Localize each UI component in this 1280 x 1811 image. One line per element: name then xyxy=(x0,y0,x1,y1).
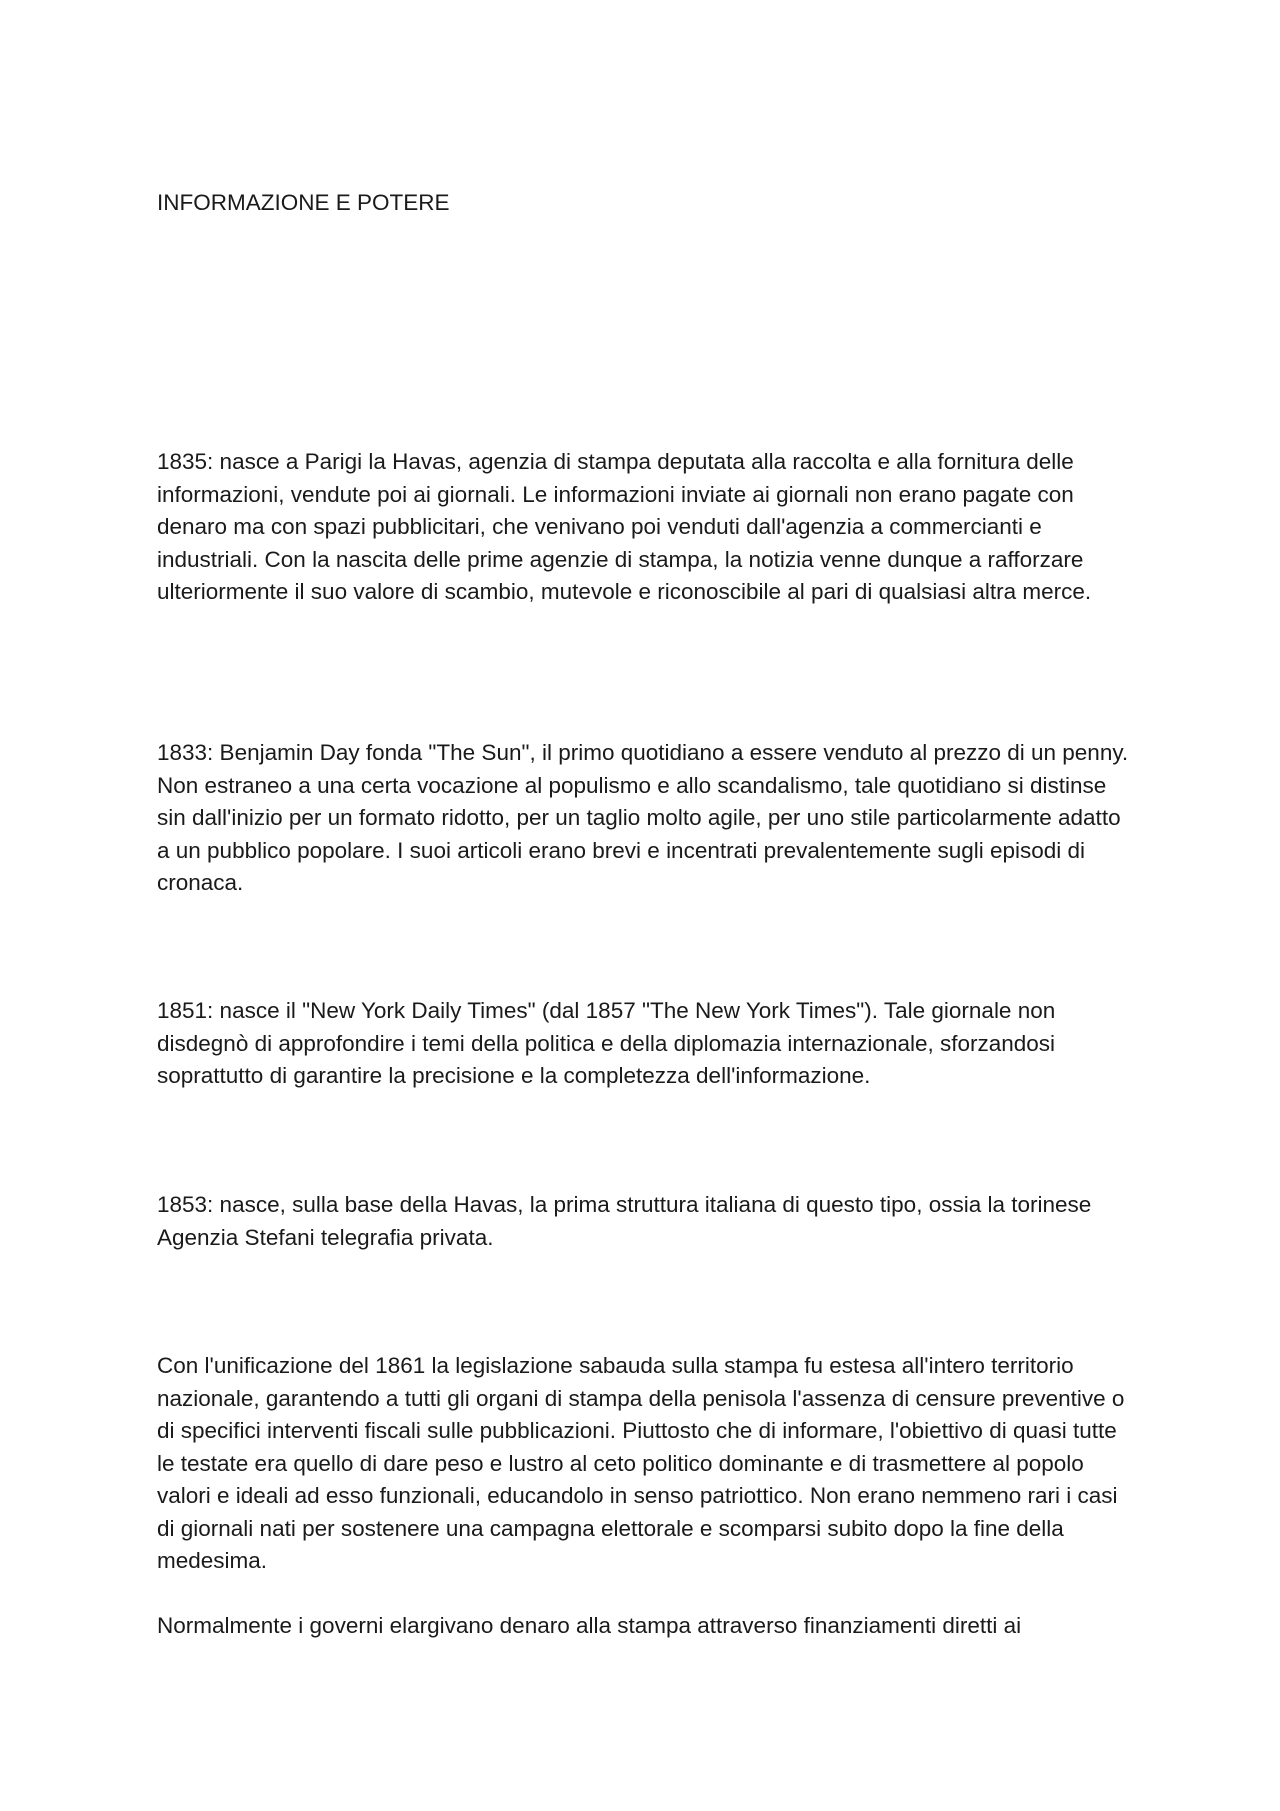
paragraph-unificazione-1861: Con l'unificazione del 1861 la legislazione sabauda sulla stampa fu estesa all'intero territorio nazionale, garantendo a tutti gli organi di stampa della penisola l'assenza di censure preventive o di specifici interventi fiscali sulle pubblicazioni. Piuttosto che di informare, l'obiettivo di quasi tutte le testate era quello di dare peso e lustro al ceto politico dominante e di trasmettere al popolo valori e ideali ad esso funzionali, educandolo in senso patriottico. Non erano nemmeno rari i casi di giornali nati per sostenere una campagna elettorale e scomparsi subito dopo la fine della medesima. xyxy=(157,1353,1125,1573)
paragraph-the-sun-1833: 1833: Benjamin Day fonda "The Sun", il primo quotidiano a essere venduto al prezzo di un penny. Non estraneo a una certa vocazione al populismo e allo scandalismo, tale quotidiano si distinse sin dall'inizio per un formato ridotto, per un taglio molto agile, per uno stile particolarmente adatto a un pubblico popolare. I suoi articoli erano brevi e incentrati prevalentemente sugli episodi di cronaca. xyxy=(157,740,1129,895)
page-title: INFORMAZIONE E POTERE xyxy=(157,190,450,215)
paragraph-new-york-times-1851: 1851: nasce il "New York Daily Times" (dal 1857 "The New York Times"). Tale giornale non disdegnò di approfondire i temi della politica e della diplomazia internazionale, sforzandosi soprattutto di garantire la precisione e la completezza dell'informazione. xyxy=(157,998,1056,1088)
paragraph-finanziamenti-governi: Normalmente i governi elargivano denaro alla stampa attraverso finanziamenti diretti ai xyxy=(157,1613,1022,1638)
paragraph-havas-1835: 1835: nasce a Parigi la Havas, agenzia di stampa deputata alla raccolta e alla fornitura delle informazioni, vendute poi ai giornali. Le informazioni inviate ai giornali non erano pagate con denaro ma con spazi pubblicitari, che venivano poi venduti dall'agenzia a commercianti e industriali. Con la nascita delle prime agenzie di stampa, la notizia venne dunque a rafforzare ulteriormente il suo valore di scambio, mutevole e riconoscibile al pari di qualsiasi altra merce. xyxy=(157,449,1092,604)
paragraph-agenzia-stefani-1853: 1853: nasce, sulla base della Havas, la prima struttura italiana di questo tipo, ossia la torinese Agenzia Stefani telegrafia privata. xyxy=(157,1192,1092,1250)
